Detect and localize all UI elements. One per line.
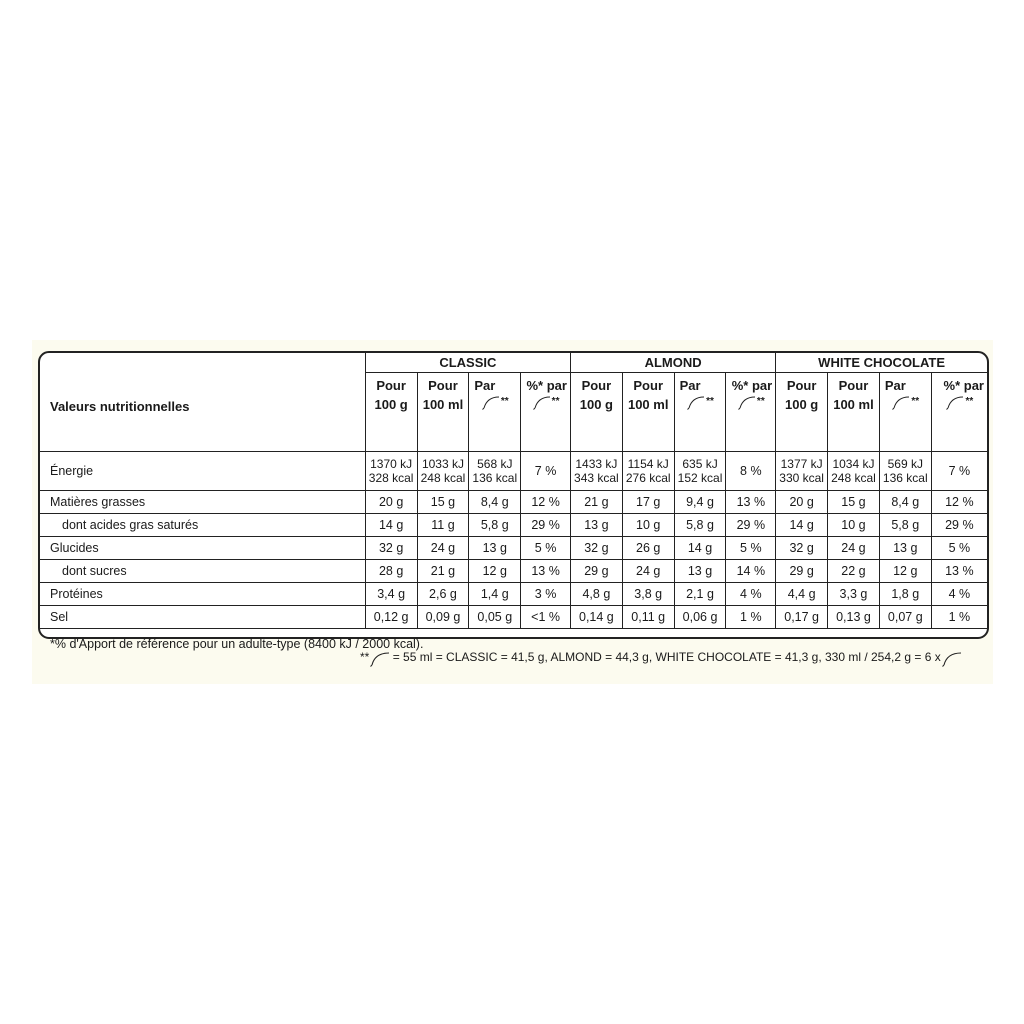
- table-cell: 15 g: [417, 490, 469, 513]
- table-cell: 5 %: [726, 536, 776, 559]
- table-cell: 14 g: [776, 513, 828, 536]
- table-cell: 21 g: [417, 559, 469, 582]
- header-pour-100ml: Pour 100 ml: [828, 373, 880, 452]
- table-cell: 3,3 g: [828, 582, 880, 605]
- table-cell: 1,4 g: [469, 582, 521, 605]
- table-row: [40, 536, 987, 559]
- table-cell: 5,8 g: [879, 513, 931, 536]
- table-cell: 14 g: [365, 513, 417, 536]
- table-cell: 0,12 g: [365, 605, 417, 628]
- row-label: Protéines: [40, 582, 365, 605]
- table-cell: 7 %: [521, 451, 571, 490]
- header-pct-par-portion: %* par **: [726, 373, 776, 452]
- header-par-portion: Par **: [879, 373, 931, 452]
- footnote-text: = 55 ml = CLASSIC = 41,5 g, ALMOND = 44,3 g, WHITE CHOCOLATE = 41,3 g, 330 ml / 254,2 g = 6 x: [392, 650, 941, 664]
- header-par-portion: Par **: [674, 373, 726, 452]
- ice-cream-stick-icon: [737, 398, 757, 413]
- table-cell: 0,09 g: [417, 605, 469, 628]
- table-cell: 13 g: [674, 559, 726, 582]
- table-cell: 0,14 g: [570, 605, 622, 628]
- row-label: Énergie: [40, 451, 365, 490]
- ice-cream-stick-icon: [945, 398, 965, 413]
- table-cell: 24 g: [417, 536, 469, 559]
- table-cell: 569 kJ 136 kcal: [879, 451, 931, 490]
- table-cell: 5,8 g: [674, 513, 726, 536]
- table-cell: 7 %: [931, 451, 987, 490]
- table-cell: 10 g: [828, 513, 880, 536]
- table-title: Valeurs nutritionnelles: [40, 373, 365, 452]
- table-row: [40, 559, 987, 582]
- table-cell: 11 g: [417, 513, 469, 536]
- table-cell: 32 g: [776, 536, 828, 559]
- reference-note: *% d'Apport de référence pour un adulte-type (8400 kJ / 2000 kcal).: [50, 636, 424, 651]
- table-cell: 1033 kJ 248 kcal: [417, 451, 469, 490]
- table-cell: 20 g: [776, 490, 828, 513]
- table-cell: 29 %: [726, 513, 776, 536]
- table-cell: 17 g: [622, 490, 674, 513]
- table-cell: 12 %: [521, 490, 571, 513]
- row-label: dont sucres: [40, 559, 365, 582]
- table-cell: 1034 kJ 248 kcal: [828, 451, 880, 490]
- table-cell: 29 %: [521, 513, 571, 536]
- table-cell: 24 g: [828, 536, 880, 559]
- portion-footnote: [360, 650, 980, 665]
- ice-cream-stick-icon: [481, 398, 501, 413]
- header-pct-par-portion: %* par **: [521, 373, 571, 452]
- table-cell: 0,11 g: [622, 605, 674, 628]
- table-cell: 29 %: [931, 513, 987, 536]
- table-cell: 1154 kJ 276 kcal: [622, 451, 674, 490]
- group-header: CLASSIC: [365, 353, 570, 373]
- table-cell: 22 g: [828, 559, 880, 582]
- table-cell: 0,13 g: [828, 605, 880, 628]
- table-cell: 4,4 g: [776, 582, 828, 605]
- ice-cream-stick-icon: [686, 398, 706, 413]
- table-cell: 13 %: [521, 559, 571, 582]
- nutrition-table: [40, 353, 987, 659]
- ice-cream-stick-icon: [891, 398, 911, 413]
- table-cell: 13 g: [469, 536, 521, 559]
- table-cell: 8,4 g: [879, 490, 931, 513]
- table-row: [40, 605, 987, 628]
- table-cell: 8 %: [726, 451, 776, 490]
- table-cell: 2,1 g: [674, 582, 726, 605]
- header-pct-par-portion: %* par **: [931, 373, 987, 452]
- footnote-stars: **: [360, 650, 370, 664]
- table-cell: 3 %: [521, 582, 571, 605]
- table-cell: 4 %: [931, 582, 987, 605]
- row-label: Glucides: [40, 536, 365, 559]
- table-cell: 4,8 g: [570, 582, 622, 605]
- table-row: [40, 490, 987, 513]
- table-cell: 32 g: [365, 536, 417, 559]
- table-cell: 12 g: [469, 559, 521, 582]
- table-cell: 9,4 g: [674, 490, 726, 513]
- table-cell: 13 g: [570, 513, 622, 536]
- table-cell: 10 g: [622, 513, 674, 536]
- table-cell: 13 g: [879, 536, 931, 559]
- table-cell: 8,4 g: [469, 490, 521, 513]
- ice-cream-stick-icon: [941, 651, 961, 665]
- table-cell: 12 g: [879, 559, 931, 582]
- header-pour-100ml: Pour 100 ml: [622, 373, 674, 452]
- ice-cream-stick-icon: [532, 398, 552, 413]
- table-cell: 635 kJ 152 kcal: [674, 451, 726, 490]
- table-cell: 0,07 g: [879, 605, 931, 628]
- header-blank: [40, 353, 365, 373]
- group-header: WHITE CHOCOLATE: [776, 353, 987, 373]
- table-cell: 4 %: [726, 582, 776, 605]
- table-row: [40, 513, 987, 536]
- table-cell: 3,8 g: [622, 582, 674, 605]
- group-header: ALMOND: [570, 353, 775, 373]
- table-cell: 26 g: [622, 536, 674, 559]
- table-cell: 1 %: [931, 605, 987, 628]
- row-label: Sel: [40, 605, 365, 628]
- table-cell: 1377 kJ 330 kcal: [776, 451, 828, 490]
- table-cell: 1,8 g: [879, 582, 931, 605]
- table-cell: 5 %: [931, 536, 987, 559]
- table-cell: 0,06 g: [674, 605, 726, 628]
- table-cell: 12 %: [931, 490, 987, 513]
- table-cell: 0,17 g: [776, 605, 828, 628]
- row-label: dont acides gras saturés: [40, 513, 365, 536]
- nutrition-table-card: [38, 351, 989, 651]
- table-cell: 29 g: [776, 559, 828, 582]
- header-pour-100g: Pour 100 g: [570, 373, 622, 452]
- table-cell: 29 g: [570, 559, 622, 582]
- table-row: [40, 451, 987, 490]
- header-pour-100ml: Pour 100 ml: [417, 373, 469, 452]
- header-par-portion: Par **: [469, 373, 521, 452]
- ice-cream-stick-icon: [369, 651, 389, 665]
- table-cell: 32 g: [570, 536, 622, 559]
- header-pour-100g: Pour 100 g: [365, 373, 417, 452]
- table-row: [40, 582, 987, 605]
- header-pour-100g: Pour 100 g: [776, 373, 828, 452]
- table-cell: 2,6 g: [417, 582, 469, 605]
- table-cell: 1370 kJ 328 kcal: [365, 451, 417, 490]
- table-cell: 1433 kJ 343 kcal: [570, 451, 622, 490]
- table-cell: 3,4 g: [365, 582, 417, 605]
- table-cell: 15 g: [828, 490, 880, 513]
- table-cell: 568 kJ 136 kcal: [469, 451, 521, 490]
- table-cell: 13 %: [931, 559, 987, 582]
- table-cell: 14 %: [726, 559, 776, 582]
- table-cell: 13 %: [726, 490, 776, 513]
- table-cell: 1 %: [726, 605, 776, 628]
- table-cell: 14 g: [674, 536, 726, 559]
- table-cell: 5 %: [521, 536, 571, 559]
- table-cell: 21 g: [570, 490, 622, 513]
- table-cell: 0,05 g: [469, 605, 521, 628]
- table-cell: 28 g: [365, 559, 417, 582]
- table-cell: 5,8 g: [469, 513, 521, 536]
- table-cell: 24 g: [622, 559, 674, 582]
- table-cell: <1 %: [521, 605, 571, 628]
- row-label: Matières grasses: [40, 490, 365, 513]
- table-cell: 20 g: [365, 490, 417, 513]
